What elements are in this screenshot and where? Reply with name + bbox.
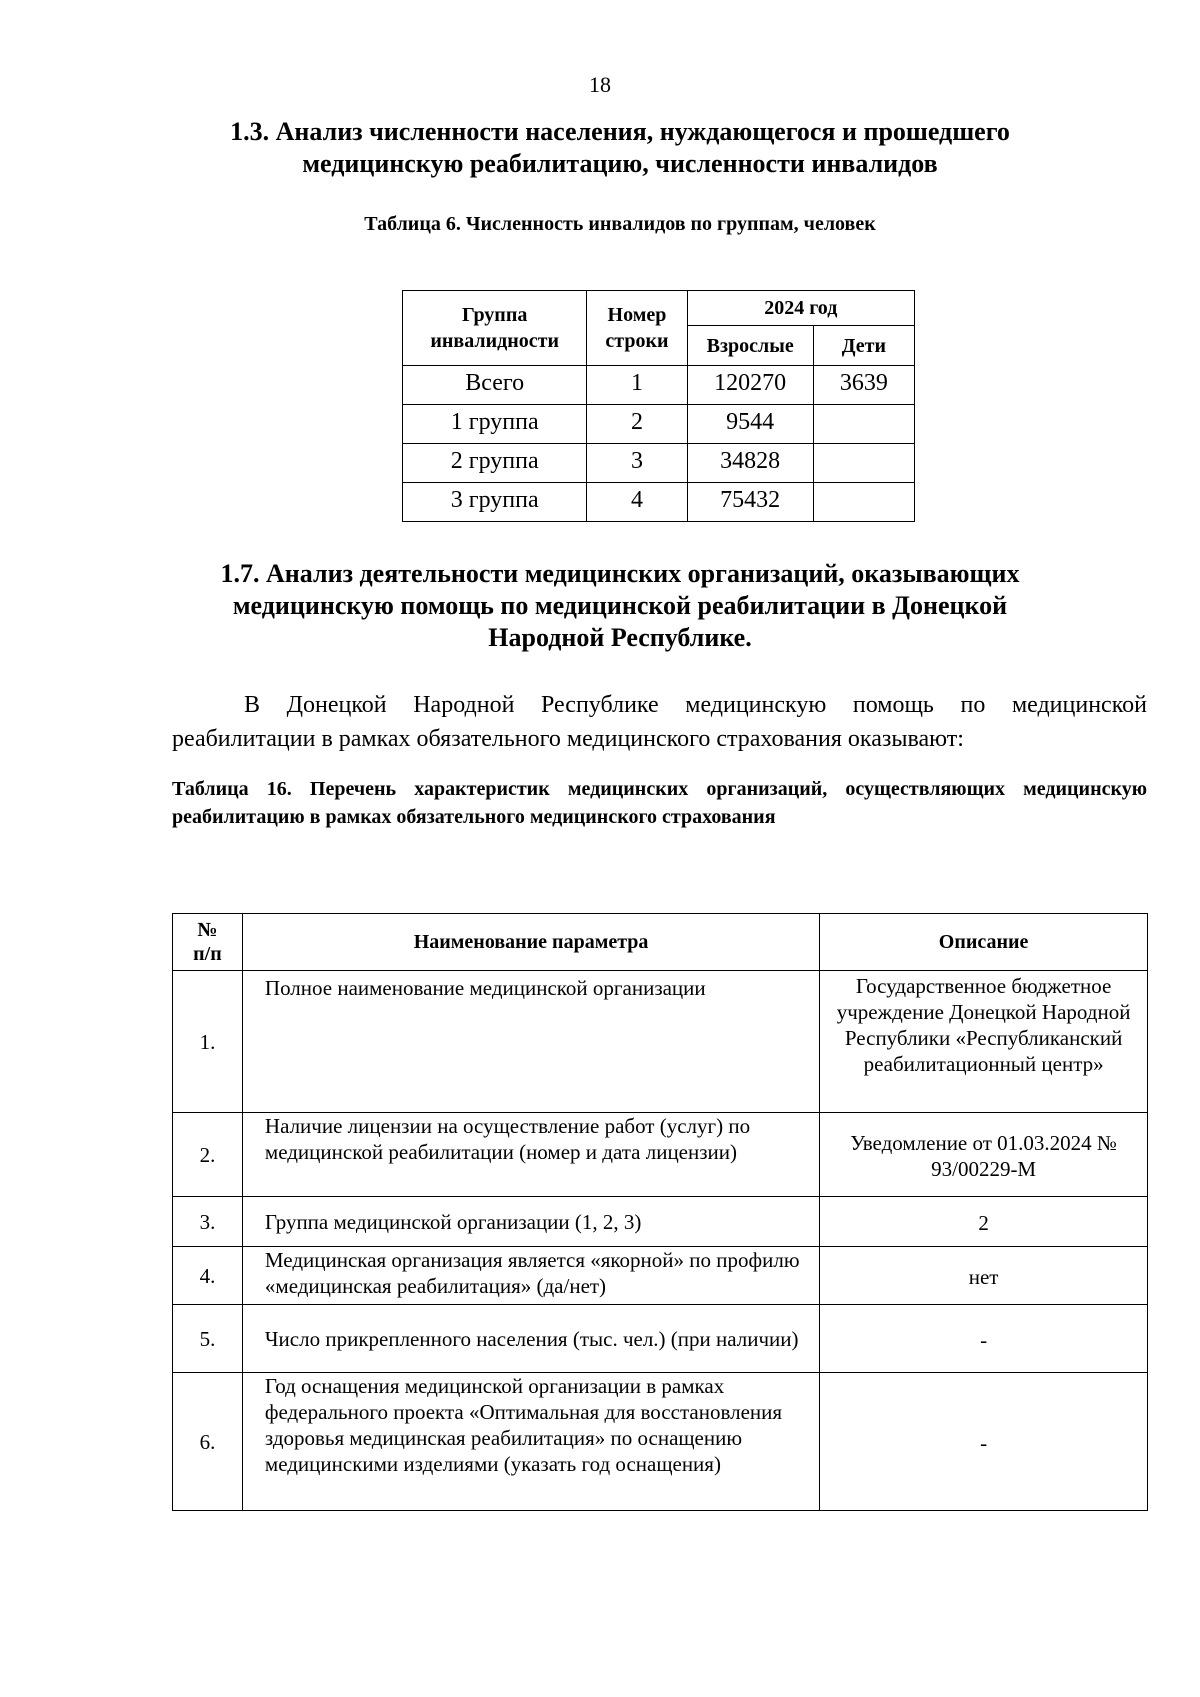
cell-row: 2 bbox=[587, 405, 687, 444]
header-num bbox=[173, 914, 243, 971]
cell-desc: нет bbox=[820, 1247, 1148, 1305]
header-num-line2: п/п bbox=[193, 943, 222, 965]
table-row bbox=[173, 1373, 1148, 1511]
cell-num: 5. bbox=[173, 1305, 243, 1373]
header-param: Наименование параметра bbox=[242, 914, 819, 971]
section-1-7-heading bbox=[160, 558, 1080, 654]
section-1-7-title-line2: медицинскую помощь по медицинской реабилитации в Донецкой bbox=[232, 591, 1008, 620]
table-row bbox=[173, 1113, 1148, 1197]
cell-row: 3 bbox=[587, 444, 687, 483]
cell-children bbox=[813, 405, 914, 444]
table6-caption: Таблица 6. Численность инвалидов по группам, человек bbox=[364, 213, 876, 235]
table-row bbox=[173, 1247, 1148, 1305]
header-children: Дети bbox=[813, 326, 914, 366]
cell-num: 2. bbox=[173, 1113, 243, 1197]
table-row bbox=[403, 405, 915, 444]
section-1-3-heading bbox=[180, 116, 1060, 180]
cell-param: Наличие лицензии на осуществление работ (услуг) по медицинской реабилитации (номер и дата лицензии) bbox=[242, 1113, 819, 1197]
cell-num: 1. bbox=[173, 971, 243, 1113]
header-group-line1: Группа bbox=[461, 304, 528, 326]
cell-num: 4. bbox=[173, 1247, 243, 1305]
section-1-7-title-line1: 1.7. Анализ деятельности медицинских организаций, оказывающих bbox=[220, 559, 1020, 588]
cell-group: Всего bbox=[403, 366, 587, 405]
table-row bbox=[403, 444, 915, 483]
organization-characteristics-table bbox=[172, 913, 1148, 1511]
page-number: 18 bbox=[589, 72, 611, 97]
cell-children: 3639 bbox=[813, 366, 914, 405]
table-row bbox=[403, 483, 915, 522]
cell-num: 3. bbox=[173, 1197, 243, 1247]
cell-param: Группа медицинской организации (1, 2, 3) bbox=[242, 1197, 819, 1247]
header-row-number bbox=[587, 291, 687, 366]
cell-group: 2 группа bbox=[403, 444, 587, 483]
header-row-line1: Номер bbox=[607, 304, 667, 326]
header-adults: Взрослые bbox=[687, 326, 813, 366]
cell-children bbox=[813, 444, 914, 483]
header-row-line2: строки bbox=[605, 330, 669, 352]
section-1-3-title-line2: медицинскую реабилитацию, численности инвалидов bbox=[302, 149, 938, 178]
cell-param: Число прикрепленного населения (тыс. чел.) (при наличии) bbox=[242, 1305, 819, 1373]
section-1-7-title-line3: Народной Республике. bbox=[488, 623, 752, 652]
disability-groups-table bbox=[402, 290, 915, 522]
cell-desc: 2 bbox=[820, 1197, 1148, 1247]
table-row bbox=[173, 971, 1148, 1113]
section-1-3-title-line1: 1.3. Анализ численности населения, нуждающегося и прошедшего bbox=[230, 117, 1010, 146]
table-row bbox=[403, 366, 915, 405]
cell-param: Полное наименование медицинской организации bbox=[242, 971, 819, 1113]
cell-group: 3 группа bbox=[403, 483, 587, 522]
cell-adults: 75432 bbox=[687, 483, 813, 522]
header-group bbox=[403, 291, 587, 366]
cell-adults: 120270 bbox=[687, 366, 813, 405]
cell-children bbox=[813, 483, 914, 522]
cell-param: Год оснащения медицинской организации в рамках федерального проекта «Оптимальная для восстановления здоровья медицинская реабилитация» по оснащению медицинскими изделиями (указать год оснащения) bbox=[242, 1373, 819, 1511]
header-num-line1: № bbox=[197, 919, 218, 941]
cell-desc: Государственное бюджетное учреждение Донецкой Народной Республики «Республиканский реабилитационный центр» bbox=[820, 971, 1148, 1113]
table-row bbox=[173, 1197, 1148, 1247]
cell-group: 1 группа bbox=[403, 405, 587, 444]
header-year: 2024 год bbox=[687, 291, 914, 326]
cell-adults: 9544 bbox=[687, 405, 813, 444]
cell-row: 1 bbox=[587, 366, 687, 405]
cell-param: Медицинская организация является «якорной» по профилю «медицинская реабилитация» (да/нет) bbox=[242, 1247, 819, 1305]
cell-desc: - bbox=[820, 1305, 1148, 1373]
cell-desc: Уведомление от 01.03.2024 № 93/00229-М bbox=[820, 1113, 1148, 1197]
cell-num: 6. bbox=[173, 1373, 243, 1511]
header-desc: Описание bbox=[820, 914, 1148, 971]
intro-paragraph: В Донецкой Народной Республике медицинскую помощь по медицинской реабилитации в рамках обязательного медицинского страхования оказывают: bbox=[172, 692, 1147, 752]
cell-row: 4 bbox=[587, 483, 687, 522]
cell-adults: 34828 bbox=[687, 444, 813, 483]
table16-caption: Таблица 16. Перечень характеристик медицинских организаций, осуществляющих медицинскую реабилитацию в рамках обязательного медицинского страхования bbox=[172, 778, 1147, 828]
table-row bbox=[173, 1305, 1148, 1373]
header-group-line2: инвалидности bbox=[430, 330, 559, 352]
cell-desc: - bbox=[820, 1373, 1148, 1511]
